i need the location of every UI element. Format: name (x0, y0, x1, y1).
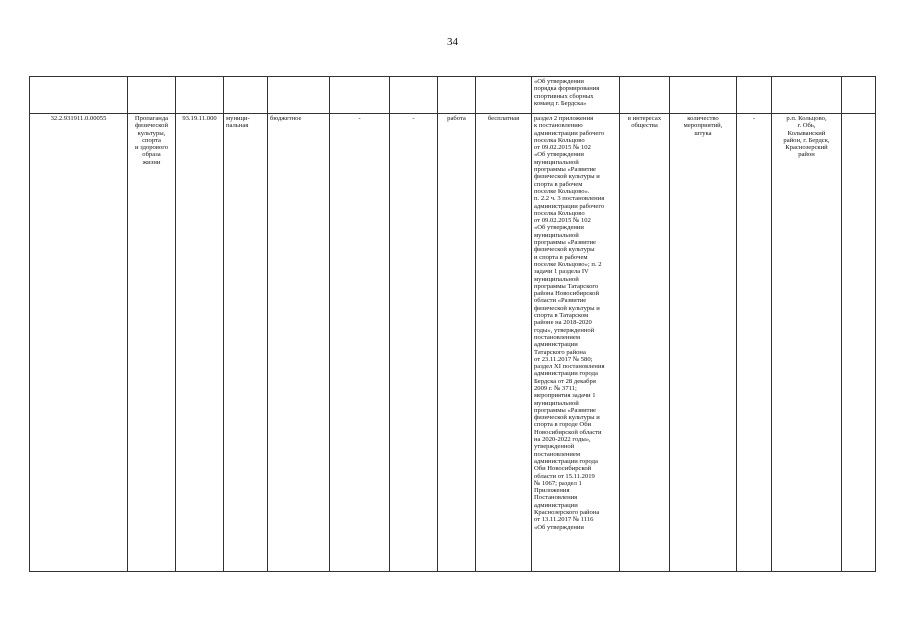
registry-code-cell: 32.2.931911.0.00055 (30, 114, 128, 572)
table-cell (30, 77, 128, 114)
table-row (30, 114, 876, 572)
table-cell (842, 114, 876, 572)
institution-kind-cell: бюджетное (268, 114, 330, 572)
conditions-cell: - (390, 114, 438, 572)
table-cell (224, 77, 268, 114)
quality-indicator-cell: - (737, 114, 772, 572)
payment-cell: бесплатная (476, 114, 532, 572)
institution-type-cell: муници- пальная (224, 114, 268, 572)
table-cell (268, 77, 330, 114)
work-type-cell: работа (438, 114, 476, 572)
table-cell (330, 77, 390, 114)
table-cell (476, 77, 532, 114)
indicator-cell: количество мероприятий, штука (670, 114, 737, 572)
legal-basis-continuation: «Об утверждении порядка формирования спортивных сборных команд г. Бердска» (532, 77, 620, 114)
table-cell (128, 77, 176, 114)
table-cell (176, 77, 224, 114)
territory-cell: р.п. Кольцово, г. Обь, Колыванский район, г. Бердск, Краснозерский район (772, 114, 842, 572)
table-cell (670, 77, 737, 114)
page-number: 34 (447, 36, 458, 48)
table-cell (390, 77, 438, 114)
table-row (30, 77, 876, 114)
table-cell (842, 77, 876, 114)
table-cell (772, 77, 842, 114)
legal-basis-cell: раздел 2 приложения к постановлению администрации рабочего поселка Кольцово от 09.02.2015 № 102 «Об утверждении муниципальной программы «Развитие физической культуры и спорта в рабочем поселке Кольцово». п. 2.2 ч. 3 постановления администрации рабочего поселка Кольцово от 09.02.2015 № 102 «Об утверждении муниципальной программы «Развитие физической культуры и спорта в рабочем поселке Кольцово»; п. 2 задачи 1 раздела IV муниципальной программы Татарского района Новосибирской области «Развитие физической культуры и спорта в Татарском районе на 2018-2020 годы», утвержденной постановлением администрации Татарского района от 23.11.2017 № 580; раздел XI постановления администрации города Бердска от 28 декабря 2009 г. № 3711; мероприятия задачи 1 муниципальной программы «Развитие физической культуры и спорта в городе Оби Новосибирской области на 2020-2022 годы», утвержденной постановлением администрации города Оби Новосибирской области от 15.11.2019 № 1067; раздел 1 Приложения Постановления администрации Краснозерского района от 13.11.2017 № 1116 «Об утверждении (532, 114, 620, 572)
table-cell (438, 77, 476, 114)
table-cell (620, 77, 670, 114)
content-cell: - (330, 114, 390, 572)
table-cell (737, 77, 772, 114)
okved-cell: 93.19.11.000 (176, 114, 224, 572)
consumers-cell: в интересах общества (620, 114, 670, 572)
service-name-cell: Пропаганда физической культуры, спорта и здорового образа жизни (128, 114, 176, 572)
registry-table (29, 76, 876, 572)
